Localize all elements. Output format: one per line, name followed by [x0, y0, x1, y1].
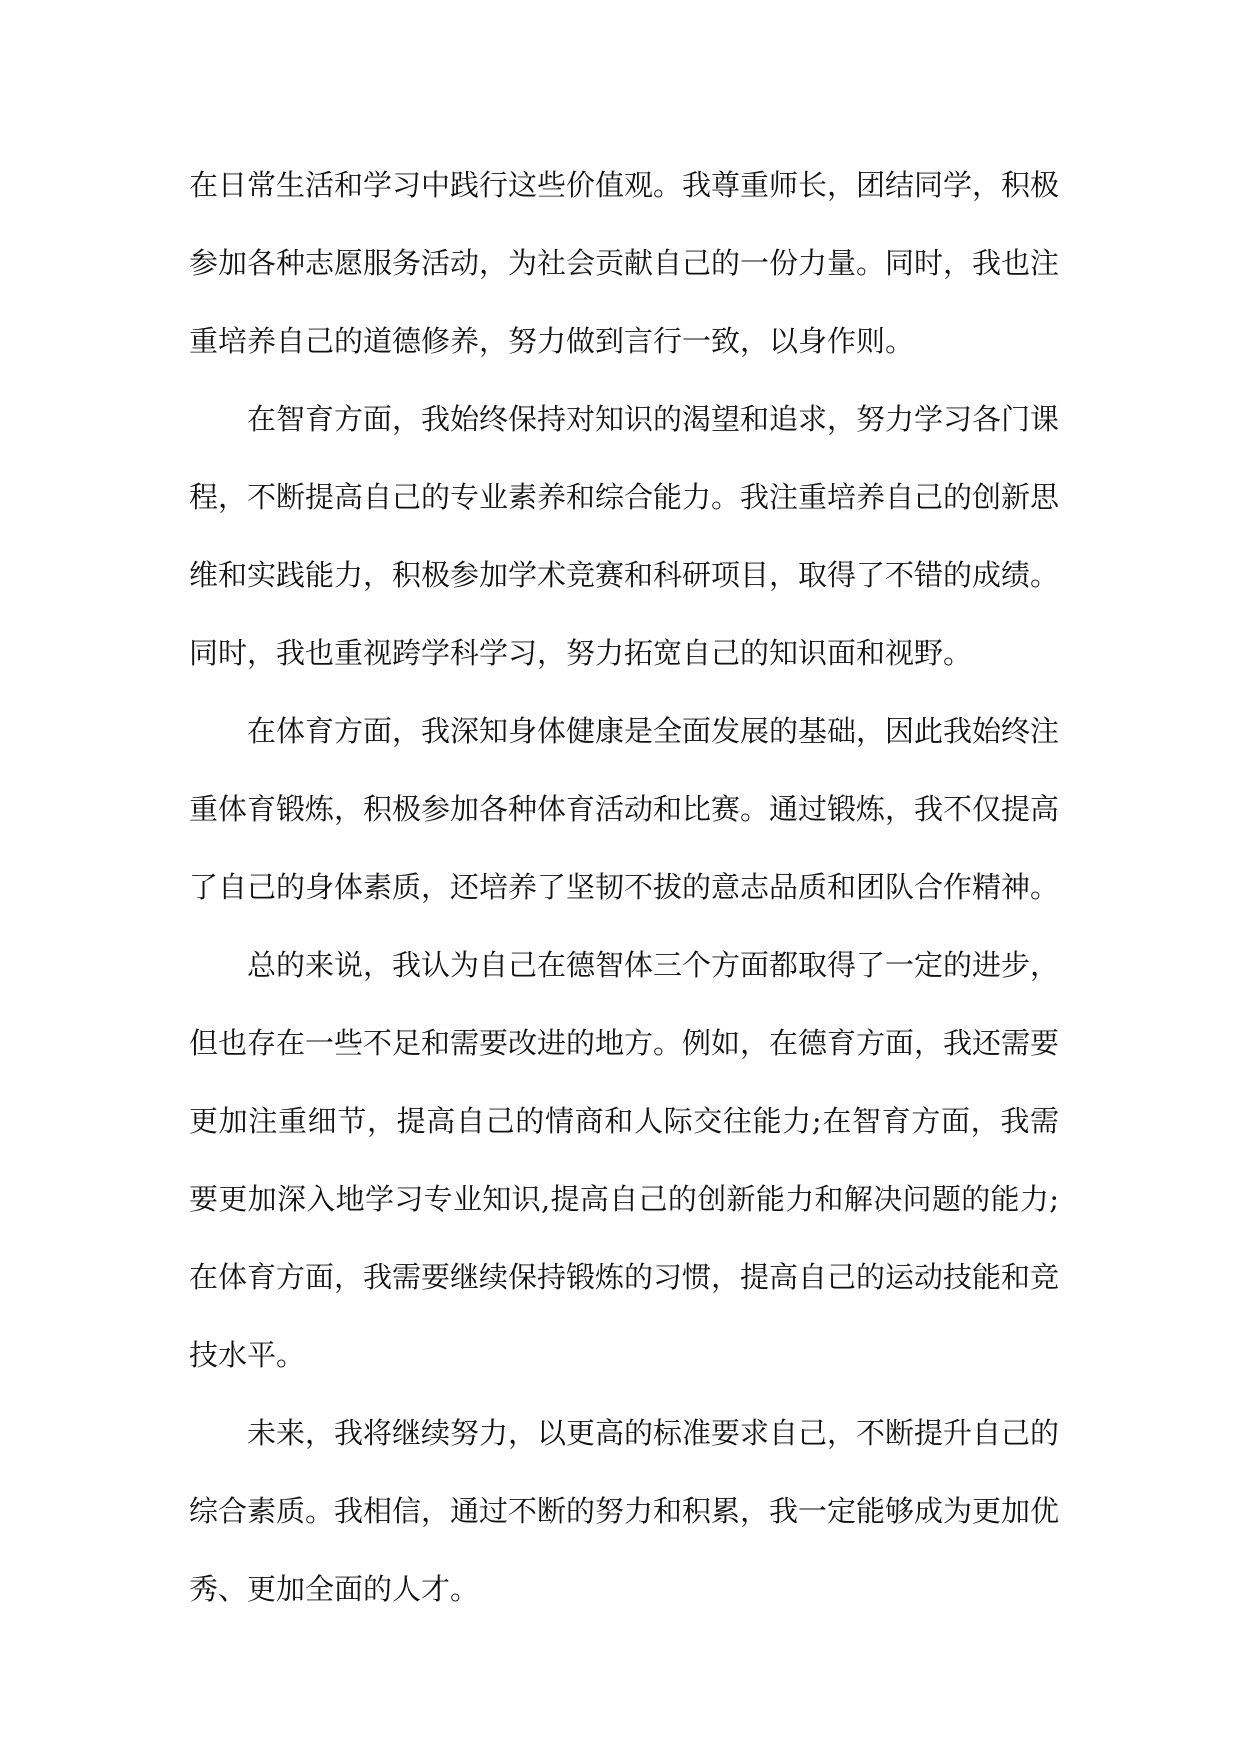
- paragraph-physical: 在体育方面，我深知身体健康是全面发展的基础，因此我始终注重体育锻炼，积极参加各种体育活动和比赛。通过锻炼，我不仅提高了自己的身体素质，还培养了坚韧不拔的意志品质和团队合作精神。: [189, 714, 1060, 904]
- paragraph-continued: 在日常生活和学习中践行这些价值观。我尊重师长，团结同学，积极参加各种志愿服务活动，为社会贡献自己的一份力量。同时，我也注重培养自己的道德修养，努力做到言行一致，以身作则。: [189, 168, 1060, 358]
- paragraph-future: 未来，我将继续努力，以更高的标准要求自己，不断提升自己的综合素质。我相信，通过不断的努力和积累，我一定能够成为更加优秀、更加全面的人才。: [189, 1416, 1060, 1606]
- paragraph-intellectual: 在智育方面，我始终保持对知识的渴望和追求，努力学习各门课程，不断提高自己的专业素养和综合能力。我注重培养自己的创新思维和实践能力，积极参加学术竞赛和科研项目，取得了不错的成绩。同时，我也重视跨学科学习，努力拓宽自己的知识面和视野。: [189, 402, 1060, 670]
- paragraph-summary: 总的来说，我认为自己在德智体三个方面都取得了一定的进步，但也存在一些不足和需要改进的地方。例如，在德育方面，我还需要更加注重细节，提高自己的情商和人际交往能力;在智育方面，我需要更加深入地学习专业知识,提高自己的创新能力和解决问题的能力;在体育方面，我需要继续保持锻炼的习惯，提高自己的运动技能和竞技水平。: [189, 948, 1060, 1372]
- document-body: [189, 146, 1059, 1628]
